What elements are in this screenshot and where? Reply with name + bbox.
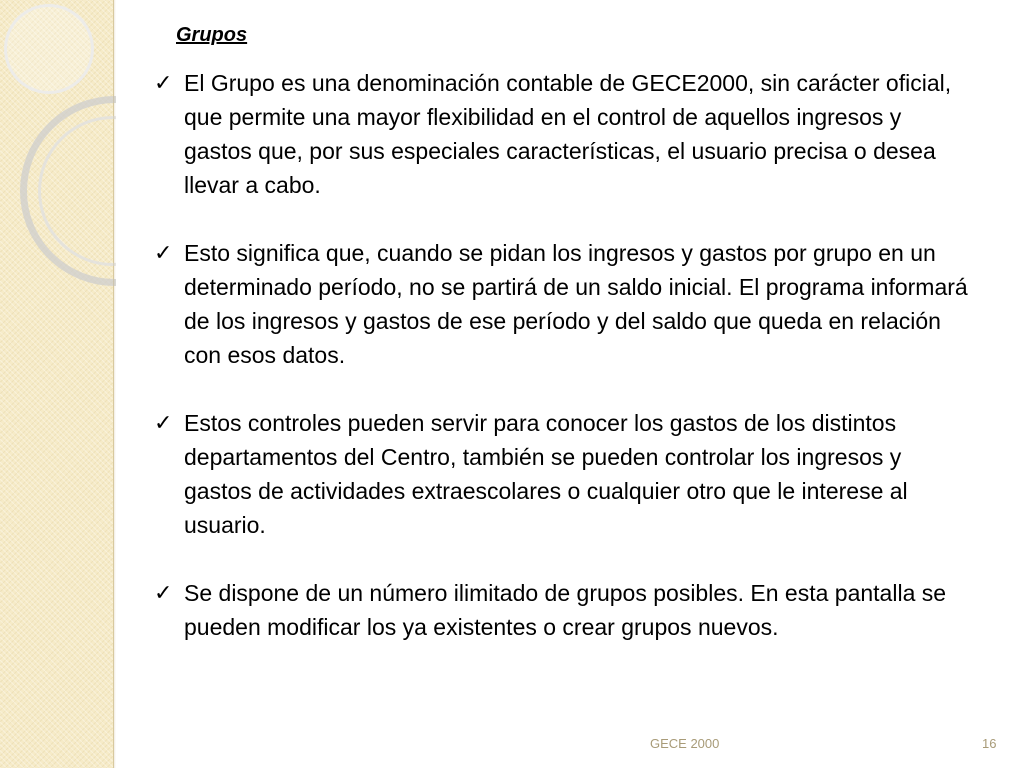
check-mark-icon: ✓ xyxy=(154,70,173,95)
bullet-text: Esto significa que, cuando se pidan los ingresos y gastos por grupo en un determinado período, no se partirá de un saldo inicial. El programa informará de los ingresos y gastos de ese período y del saldo que queda en relación con esos datos. xyxy=(184,240,968,368)
bullet-text: Se dispone de un número ilimitado de grupos posibles. En esta pantalla se pueden modificar los ya existentes o crear grupos nuevos. xyxy=(184,580,947,640)
side-panel-edge xyxy=(113,0,116,768)
decorative-ring xyxy=(4,4,94,94)
check-mark-icon: ✓ xyxy=(154,580,173,605)
bullet-list xyxy=(148,66,968,678)
slide-title: Grupos xyxy=(176,24,248,46)
bullet-item xyxy=(148,66,968,202)
check-mark-icon: ✓ xyxy=(154,240,173,265)
bullet-text: El Grupo es una denominación contable de GECE2000, sin carácter oficial, que permite una mayor flexibilidad en el control de aquellos ingresos y gastos que, por sus especiales características, el usuario precisa o desea llevar a cabo. xyxy=(184,70,952,198)
check-mark-icon: ✓ xyxy=(154,410,173,435)
page-number: 16 xyxy=(982,736,997,751)
bullet-item xyxy=(148,576,968,644)
bullet-item xyxy=(148,406,968,542)
bullet-item xyxy=(148,236,968,372)
bullet-text: Estos controles pueden servir para conocer los gastos de los distintos departamentos del Centro, también se pueden controlar los ingresos y gastos de actividades extraescolares o cualquier otro que le interese al usuario. xyxy=(184,410,908,538)
footer-label: GECE 2000 xyxy=(650,736,720,751)
